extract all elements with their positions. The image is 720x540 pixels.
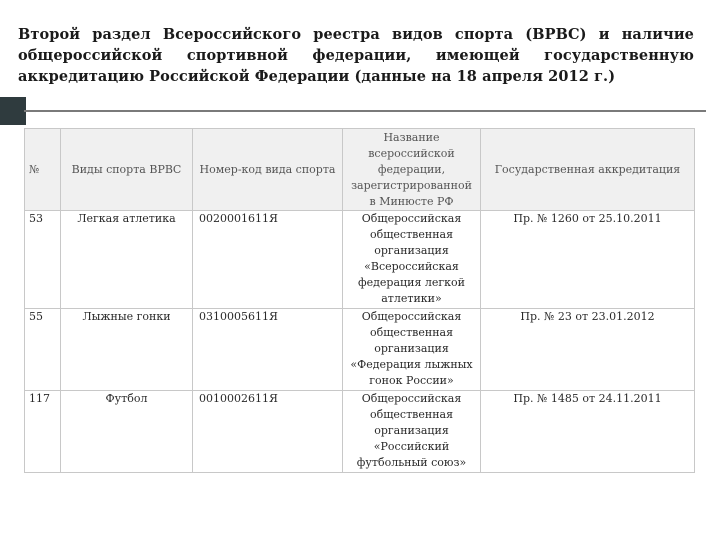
table-header-row (25, 129, 695, 211)
cell-federation: Общероссийская общественная организация «Российский футбольный союз» (343, 391, 481, 473)
header-num: № (25, 129, 61, 211)
cell-accreditation: Пр. № 1485 от 24.11.2011 (481, 391, 695, 473)
slide-marker-block (0, 97, 26, 125)
cell-sport: Лыжные гонки (61, 309, 193, 391)
cell-code: 0010002611Я (193, 391, 343, 473)
table-row (25, 211, 695, 309)
sports-registry-table (24, 128, 695, 473)
cell-federation: Общероссийская общественная организация «Федерация лыжных гонок России» (343, 309, 481, 391)
slide-title: Второй раздел Всероссийского реестра видов спорта (ВРВС) и наличие общероссийской спортивной федерации, имеющей государственную аккредитацию Российской Федерации (данные на 18 апреля 2012 г.) (18, 26, 694, 85)
cell-accreditation: Пр. № 23 от 23.01.2012 (481, 309, 695, 391)
table-row (25, 391, 695, 473)
cell-code: 0020001611Я (193, 211, 343, 309)
cell-num: 53 (25, 211, 61, 309)
cell-federation: Общероссийская общественная организация «Всероссийская федерация легкой атлетики» (343, 211, 481, 309)
cell-num: 117 (25, 391, 61, 473)
header-sport: Виды спорта ВРВС (61, 129, 193, 211)
cell-sport: Футбол (61, 391, 193, 473)
header-code: Номер-код вида спорта (193, 129, 343, 211)
cell-code: 0310005611Я (193, 309, 343, 391)
header-accreditation: Государственная аккредитация (481, 129, 695, 211)
cell-num: 55 (25, 309, 61, 391)
cell-sport: Легкая атлетика (61, 211, 193, 309)
cell-accreditation: Пр. № 1260 от 25.10.2011 (481, 211, 695, 309)
title-divider (24, 110, 706, 112)
header-federation: Название всероссийской федерации, зарегистрированной в Минюсте РФ (343, 129, 481, 211)
table-row (25, 309, 695, 391)
